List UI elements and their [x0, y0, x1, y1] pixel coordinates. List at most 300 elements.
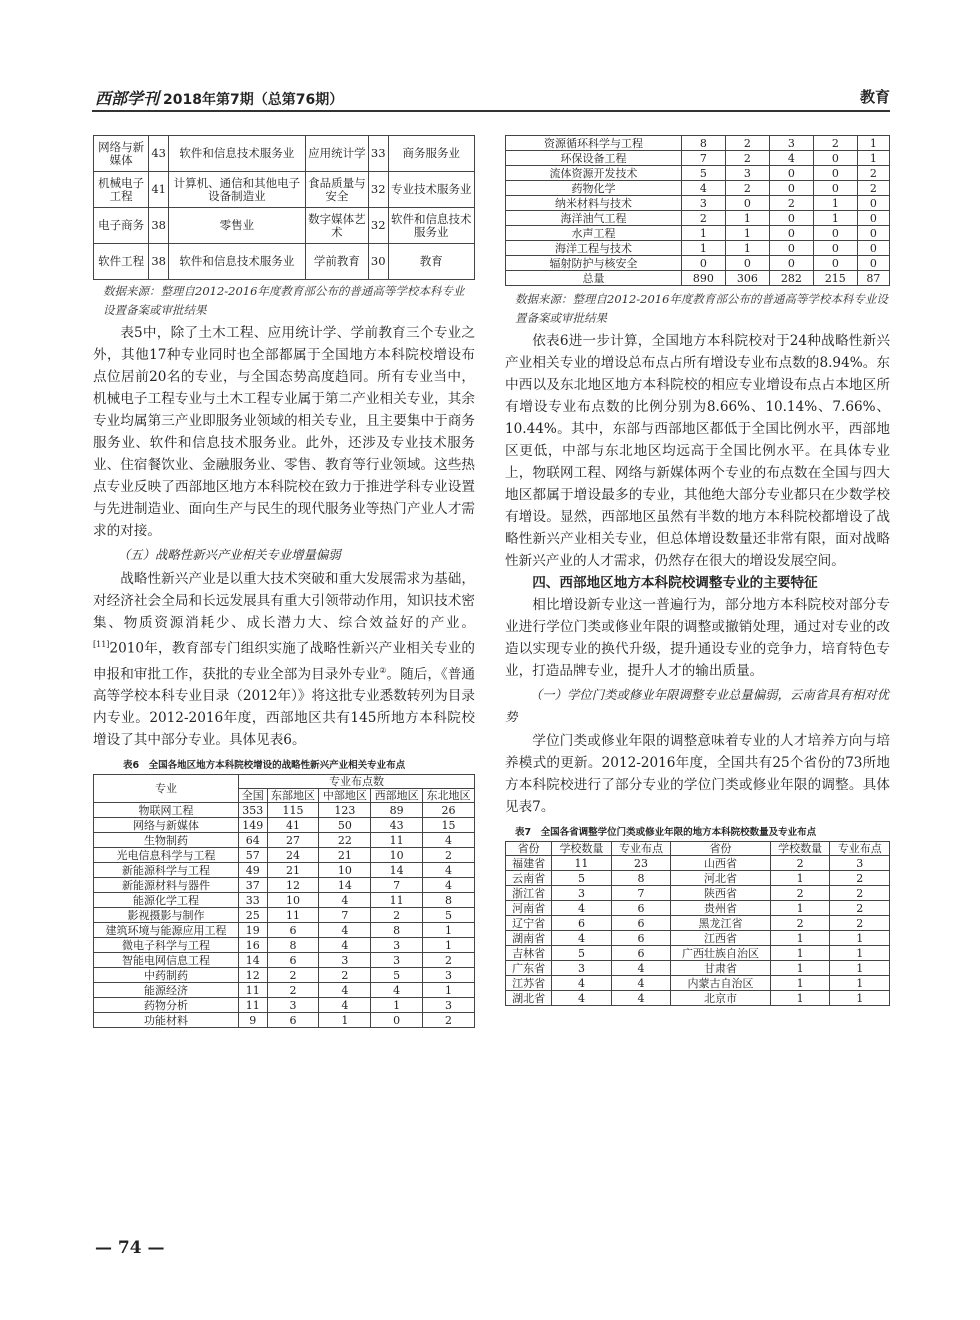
table6-column-header: 西部地区 — [371, 789, 423, 803]
table-cell: 11 — [239, 983, 268, 998]
table-row — [94, 953, 475, 968]
table-cell: 药物化学 — [506, 181, 682, 196]
table-row — [94, 983, 475, 998]
table-cell: 2 — [267, 968, 319, 983]
table-cell: 网络与新媒体 — [94, 136, 149, 172]
table-cell: 流体资源开发技术 — [506, 166, 682, 181]
table-cell: 贵州省 — [671, 901, 771, 916]
table-cell: 1 — [830, 946, 890, 961]
table-cell: 商务服务业 — [388, 136, 474, 172]
table6-source: 数据来源：整理自2012-2016年度教育部公布的普通高等学校本科专业设置备案或审批结果 — [515, 292, 888, 325]
table-cell: 1 — [830, 976, 890, 991]
table-row — [506, 271, 890, 286]
table-cell: 软件和信息技术服务业 — [168, 136, 305, 172]
table-row — [94, 863, 475, 878]
table-cell: 2 — [830, 871, 890, 886]
table-cell: 2 — [725, 181, 769, 196]
table-cell: 生物制药 — [94, 833, 239, 848]
table5-source: 数据来源：整理自2012-2016年度教育部公布的普通高等学校本科专业设置备案或审批结果 — [103, 284, 465, 317]
table-row — [94, 998, 475, 1013]
table-cell: 1 — [319, 1013, 371, 1028]
table-cell: 水声工程 — [506, 226, 682, 241]
table-cell: 43 — [371, 818, 423, 833]
table-cell: 吉林省 — [506, 946, 552, 961]
table-cell: 9 — [239, 1013, 268, 1028]
table-row — [506, 886, 890, 901]
table-cell: 21 — [319, 848, 371, 863]
table-cell: 215 — [813, 271, 857, 286]
table-cell: 1 — [725, 241, 769, 256]
table-cell: 30 — [368, 244, 388, 280]
table-cell: 0 — [857, 211, 889, 226]
table-cell: 5 — [681, 166, 725, 181]
table-row — [94, 803, 475, 818]
table-cell: 11 — [371, 893, 423, 908]
table-cell: 6 — [611, 901, 671, 916]
table7-column-header: 学校数量 — [552, 842, 612, 856]
table-row — [94, 923, 475, 938]
table-cell: 12 — [239, 968, 268, 983]
table-cell: 306 — [725, 271, 769, 286]
section-heading-5: （五）战略性新兴产业相关专业增量偏弱 — [117, 547, 341, 562]
table-row — [94, 244, 475, 280]
table-cell: 50 — [319, 818, 371, 833]
table-cell: 8 — [267, 938, 319, 953]
table-cell: 0 — [813, 226, 857, 241]
section-heading-4: 四、西部地区地方本科院校调整专业的主要特征 — [532, 575, 818, 591]
table-cell: 25 — [239, 908, 268, 923]
table-cell: 2 — [423, 848, 475, 863]
table-cell: 1 — [725, 211, 769, 226]
table-cell: 物联网工程 — [94, 803, 239, 818]
table-cell: 57 — [239, 848, 268, 863]
journal-masthead: 西部学刊 — [95, 89, 160, 108]
table-row — [506, 916, 890, 931]
table-cell: 药物分析 — [94, 998, 239, 1013]
table-cell: 1 — [681, 241, 725, 256]
table-cell: 1 — [830, 991, 890, 1006]
table-cell: 38 — [149, 208, 169, 244]
table-cell: 资源循环科学与工程 — [506, 136, 682, 151]
table-cell: 2 — [423, 953, 475, 968]
table-cell: 6 — [267, 923, 319, 938]
table-cell: 4 — [319, 923, 371, 938]
journal-header — [95, 86, 343, 109]
table-cell: 0 — [813, 166, 857, 181]
table-row — [506, 181, 890, 196]
table-cell: 8 — [423, 893, 475, 908]
table-row — [506, 256, 890, 271]
table-cell: 0 — [725, 256, 769, 271]
issue-info: 2018年第7期（总第76期） — [163, 92, 344, 108]
table-cell: 0 — [769, 226, 813, 241]
table-cell: 新能源材料与器件 — [94, 878, 239, 893]
section-heading-4-1: （一）学位门类或修业年限调整专业总量偏弱，云南省具有相对优势 — [505, 687, 890, 724]
table-cell: 27 — [267, 833, 319, 848]
table-cell: 海洋油气工程 — [506, 211, 682, 226]
table6-header-major: 专业 — [94, 775, 239, 803]
table-cell: 1 — [830, 961, 890, 976]
table-cell: 6 — [267, 953, 319, 968]
table-row — [94, 136, 475, 172]
table-cell: 16 — [239, 938, 268, 953]
table-cell: 10 — [319, 863, 371, 878]
table7-column-header: 学校数量 — [770, 842, 830, 856]
table-row — [506, 196, 890, 211]
table-cell: 26 — [423, 803, 475, 818]
table-cell: 食品质量与安全 — [305, 172, 368, 208]
table-cell: 4 — [552, 976, 612, 991]
footnote-ref[interactable]: ② — [379, 665, 387, 675]
table-row — [506, 136, 890, 151]
header-rule — [92, 110, 890, 112]
table-cell: 33 — [368, 136, 388, 172]
table-cell: 软件工程 — [94, 244, 149, 280]
table-row — [94, 1013, 475, 1028]
table-cell: 3 — [769, 136, 813, 151]
section-label: 教育 — [859, 88, 890, 106]
table-cell: 1 — [423, 923, 475, 938]
table6-column-header: 东北地区 — [423, 789, 475, 803]
table-cell: 陕西省 — [671, 886, 771, 901]
table-row — [94, 938, 475, 953]
table-cell: 4 — [611, 976, 671, 991]
table-cell: 4 — [769, 151, 813, 166]
table-cell: 2 — [830, 901, 890, 916]
table-cell: 43 — [149, 136, 169, 172]
table-cell: 7 — [319, 908, 371, 923]
table-cell: 浙江省 — [506, 886, 552, 901]
table-cell: 0 — [813, 181, 857, 196]
table6-column-header: 中部地区 — [319, 789, 371, 803]
table-cell: 41 — [149, 172, 169, 208]
table-cell: 纳米材料与技术 — [506, 196, 682, 211]
table-cell: 1 — [770, 991, 830, 1006]
table-cell: 123 — [319, 803, 371, 818]
table6-column-header: 东部地区 — [267, 789, 319, 803]
table-cell: 0 — [769, 256, 813, 271]
table-cell: 智能电网信息工程 — [94, 953, 239, 968]
table-cell: 3 — [681, 196, 725, 211]
table7-column-header: 省份 — [506, 842, 552, 856]
table6 — [93, 774, 475, 1028]
table-cell: 0 — [857, 241, 889, 256]
table-cell: 6 — [611, 931, 671, 946]
table-cell: 2 — [681, 211, 725, 226]
table-cell: 功能材料 — [94, 1013, 239, 1028]
table-row — [506, 976, 890, 991]
table-row — [506, 856, 890, 871]
table-cell: 零售业 — [168, 208, 305, 244]
table-cell: 2 — [813, 136, 857, 151]
table-cell: 河北省 — [671, 871, 771, 886]
table-cell: 4 — [552, 931, 612, 946]
citation-ref[interactable]: [11] — [93, 640, 110, 649]
table-cell: 广东省 — [506, 961, 552, 976]
table-cell: 4 — [611, 991, 671, 1006]
table-cell: 0 — [725, 196, 769, 211]
table-cell: 内蒙古自治区 — [671, 976, 771, 991]
table-cell: 12 — [267, 878, 319, 893]
table-cell: 5 — [423, 908, 475, 923]
table-row — [506, 961, 890, 976]
table-cell: 5 — [552, 946, 612, 961]
table-cell: 0 — [769, 211, 813, 226]
table7-column-header: 专业布点 — [611, 842, 671, 856]
table-cell: 新能源科学与工程 — [94, 863, 239, 878]
table-cell: 0 — [769, 181, 813, 196]
table-cell: 2 — [830, 916, 890, 931]
table-cell: 4 — [423, 863, 475, 878]
table-cell: 890 — [681, 271, 725, 286]
table-cell: 5 — [371, 968, 423, 983]
table-row — [94, 908, 475, 923]
table-cell: 41 — [267, 818, 319, 833]
table-row — [94, 893, 475, 908]
table-cell: 数字媒体艺术 — [305, 208, 368, 244]
table-cell: 4 — [319, 938, 371, 953]
table-cell: 38 — [149, 244, 169, 280]
table-cell: 4 — [423, 878, 475, 893]
table-cell: 微电子科学与工程 — [94, 938, 239, 953]
table-cell: 14 — [239, 953, 268, 968]
table7-column-header: 专业布点 — [830, 842, 890, 856]
table-cell: 4 — [552, 991, 612, 1006]
table-cell: 辽宁省 — [506, 916, 552, 931]
table-cell: 1 — [830, 931, 890, 946]
table-cell: 4 — [371, 983, 423, 998]
right-column — [505, 135, 890, 1006]
table-cell: 7 — [681, 151, 725, 166]
table-cell: 甘肃省 — [671, 961, 771, 976]
table-cell: 学前教育 — [305, 244, 368, 280]
table-cell: 3 — [267, 998, 319, 1013]
table-row — [94, 878, 475, 893]
table-cell: 14 — [319, 878, 371, 893]
table-cell: 1 — [857, 136, 889, 151]
table-cell: 2 — [725, 151, 769, 166]
table6-continuation — [505, 135, 890, 286]
table6-header-group: 专业布点数 — [239, 775, 475, 789]
table-cell: 0 — [769, 166, 813, 181]
table-cell: 影视摄影与制作 — [94, 908, 239, 923]
table-cell: 3 — [725, 166, 769, 181]
table-cell: 3 — [830, 856, 890, 871]
table-cell: 115 — [267, 803, 319, 818]
table-cell: 0 — [813, 256, 857, 271]
table-row — [506, 211, 890, 226]
table-cell: 32 — [368, 208, 388, 244]
table-cell: 能源化学工程 — [94, 893, 239, 908]
table-cell: 2 — [857, 166, 889, 181]
table-cell: 1 — [857, 151, 889, 166]
table-cell: 2 — [423, 1013, 475, 1028]
table-cell: 0 — [857, 226, 889, 241]
table-cell: 353 — [239, 803, 268, 818]
table-cell: 19 — [239, 923, 268, 938]
paragraph-adjustment-intro: 相比增设新专业这一普遍行为，部分地方本科院校对部分专业进行学位门类或修业年限的调整或撤销处理，通过对专业的改造以实现专业的换代升级，提升通设专业的竞争力，培育特色专业，打造品牌专业，提升人才的输出质量。 — [505, 597, 890, 679]
table-row — [94, 818, 475, 833]
table-cell: 11 — [371, 833, 423, 848]
table-cell: 0 — [857, 196, 889, 211]
table-cell: 0 — [813, 241, 857, 256]
table-cell: 0 — [371, 1013, 423, 1028]
table-cell: 2 — [770, 856, 830, 871]
table-cell: 4 — [319, 998, 371, 1013]
table-cell: 8 — [681, 136, 725, 151]
table-row — [506, 151, 890, 166]
table-row — [506, 901, 890, 916]
table-cell: 6 — [611, 916, 671, 931]
table-cell: 1 — [681, 226, 725, 241]
table-cell: 89 — [371, 803, 423, 818]
table-cell: 1 — [423, 983, 475, 998]
table-cell: 0 — [681, 256, 725, 271]
table-row — [506, 871, 890, 886]
table-cell: 江苏省 — [506, 976, 552, 991]
table-row — [94, 848, 475, 863]
table-cell: 23 — [611, 856, 671, 871]
table-cell: 7 — [371, 878, 423, 893]
table-cell: 湖南省 — [506, 931, 552, 946]
table-cell: 4 — [681, 181, 725, 196]
table-cell: 4 — [611, 961, 671, 976]
table-cell: 专业技术服务业 — [388, 172, 474, 208]
table-cell: 1 — [423, 938, 475, 953]
table-row — [506, 241, 890, 256]
table-cell: 64 — [239, 833, 268, 848]
table-cell: 1 — [725, 226, 769, 241]
table-cell: 3 — [319, 953, 371, 968]
table-cell: 1 — [770, 901, 830, 916]
table-cell: 33 — [239, 893, 268, 908]
table-cell: 282 — [769, 271, 813, 286]
table-cell: 0 — [813, 151, 857, 166]
table-row — [506, 226, 890, 241]
table-cell: 软件和信息技术服务业 — [388, 208, 474, 244]
paragraph-text: 。随后，《普通高等学校本科专业目录（2012年）》将这批专业悉数转列为目录内专业。2012-2016年度，西部地区共有145所地方本科院校增设了其中部分专业。具体见表6。 — [93, 666, 476, 749]
table6-column-header: 全国 — [239, 789, 268, 803]
table-cell: 应用统计学 — [305, 136, 368, 172]
table-cell: 22 — [319, 833, 371, 848]
table-cell: 0 — [857, 256, 889, 271]
table-cell: 6 — [267, 1013, 319, 1028]
table-cell: 49 — [239, 863, 268, 878]
table-cell: 2 — [267, 983, 319, 998]
table-cell: 江西省 — [671, 931, 771, 946]
table-row — [506, 946, 890, 961]
table-cell: 14 — [371, 863, 423, 878]
table-cell: 1 — [770, 931, 830, 946]
table7 — [505, 841, 890, 1006]
table-cell: 37 — [239, 878, 268, 893]
table-cell: 2 — [857, 181, 889, 196]
paragraph-strategic-industry — [93, 568, 475, 751]
paragraph-table6-analysis: 依表6进一步计算，全国地方本科院校对于24种战略性新兴产业相关专业的增设总布点占所有增设专业布点数的8.94%。东中西以及东北地区地方本科院校的相应专业增设布点占本地区所有增设专业布点数的比例分别为8.66%、10.14%、7.66%、10.44%。其中，东部与西部地区都低于全国比例水平，西部地区更低，中部与东北地区均远高于全国比例水平。在具体专业上，物联网工程、网络与新媒体两个专业的布点数在全国与四大地区都属于增设最多的专业，其他绝大部分专业都只在少数学校有增设。显然，西部地区虽然有半数的地方本科院校都增设了战略性新兴产业相关专业，但总体增设数量还非常有限，面对战略性新兴产业的人才需求，仍然存在很大的增设发展空间。 — [505, 333, 890, 569]
table-cell: 3 — [552, 886, 612, 901]
page-number: — 74 — — [95, 1238, 165, 1258]
table-row — [506, 991, 890, 1006]
table-cell: 2 — [770, 886, 830, 901]
table-cell: 中药制药 — [94, 968, 239, 983]
table-cell: 辐射防护与核安全 — [506, 256, 682, 271]
table-cell: 1 — [770, 871, 830, 886]
table-cell: 87 — [857, 271, 889, 286]
table-cell: 2 — [830, 886, 890, 901]
table-cell: 8 — [371, 923, 423, 938]
table-cell: 建筑环境与能源应用工程 — [94, 923, 239, 938]
table7-column-header: 省份 — [671, 842, 771, 856]
table-cell: 2 — [319, 968, 371, 983]
table-cell: 4 — [423, 833, 475, 848]
table-cell: 河南省 — [506, 901, 552, 916]
table-cell: 2 — [371, 908, 423, 923]
table-cell: 8 — [611, 871, 671, 886]
table-cell: 15 — [423, 818, 475, 833]
table-cell: 山西省 — [671, 856, 771, 871]
table-row — [506, 931, 890, 946]
paragraph-degree-adjustment: 学位门类或修业年限的调整意味着专业的人才培养方向与培养模式的更新。2012-2016年度，全国共有25个省份的73所地方本科院校进行了部分专业的学位门类或修业年限的调整。具体见表7。 — [505, 733, 890, 815]
table-cell: 总量 — [506, 271, 682, 286]
table-cell: 3 — [552, 961, 612, 976]
table-cell: 教育 — [388, 244, 474, 280]
table-cell: 0 — [769, 241, 813, 256]
table-cell: 软件和信息技术服务业 — [168, 244, 305, 280]
table-cell: 149 — [239, 818, 268, 833]
table-cell: 北京市 — [671, 991, 771, 1006]
table-cell: 7 — [611, 886, 671, 901]
table-cell: 6 — [552, 916, 612, 931]
table-cell: 2 — [770, 916, 830, 931]
table-cell: 32 — [368, 172, 388, 208]
table-cell: 广西壮族自治区 — [671, 946, 771, 961]
table-cell: 湖北省 — [506, 991, 552, 1006]
table-cell: 1 — [770, 946, 830, 961]
table-cell: 电子商务 — [94, 208, 149, 244]
table-row — [506, 166, 890, 181]
table-cell: 海洋工程与技术 — [506, 241, 682, 256]
table-cell: 3 — [371, 953, 423, 968]
table-cell: 福建省 — [506, 856, 552, 871]
table-cell: 黑龙江省 — [671, 916, 771, 931]
table-cell: 计算机、通信和其他电子设备制造业 — [168, 172, 305, 208]
table-cell: 4 — [552, 901, 612, 916]
table-cell: 云南省 — [506, 871, 552, 886]
paragraph-text: 战略性新兴产业是以重大技术突破和重大发展需求为基础，对经济社会全局和长远发展具有重大引领带动作用，知识技术密集、物质资源消耗少、成长潜力大、综合效益好的产业。 — [93, 571, 475, 631]
table-cell: 3 — [423, 968, 475, 983]
table5-continuation — [93, 135, 475, 280]
table-row — [94, 172, 475, 208]
table-row — [94, 968, 475, 983]
table-cell: 21 — [267, 863, 319, 878]
table-cell: 2 — [769, 196, 813, 211]
table-cell: 6 — [611, 946, 671, 961]
table7-caption: 表7 全国各省调整学位门类或修业年限的地方本科院校数量及专业布点 — [515, 827, 817, 838]
table-cell: 4 — [319, 893, 371, 908]
table-cell: 11 — [239, 998, 268, 1013]
table-cell: 网络与新媒体 — [94, 818, 239, 833]
table-cell: 1 — [371, 998, 423, 1013]
table-cell: 3 — [423, 998, 475, 1013]
table-cell: 11 — [552, 856, 612, 871]
table-cell: 1 — [813, 196, 857, 211]
table-cell: 能源经济 — [94, 983, 239, 998]
table-cell: 3 — [371, 938, 423, 953]
table-row — [94, 833, 475, 848]
table-cell: 光电信息科学与工程 — [94, 848, 239, 863]
table-cell: 机械电子工程 — [94, 172, 149, 208]
table-cell: 环保设备工程 — [506, 151, 682, 166]
